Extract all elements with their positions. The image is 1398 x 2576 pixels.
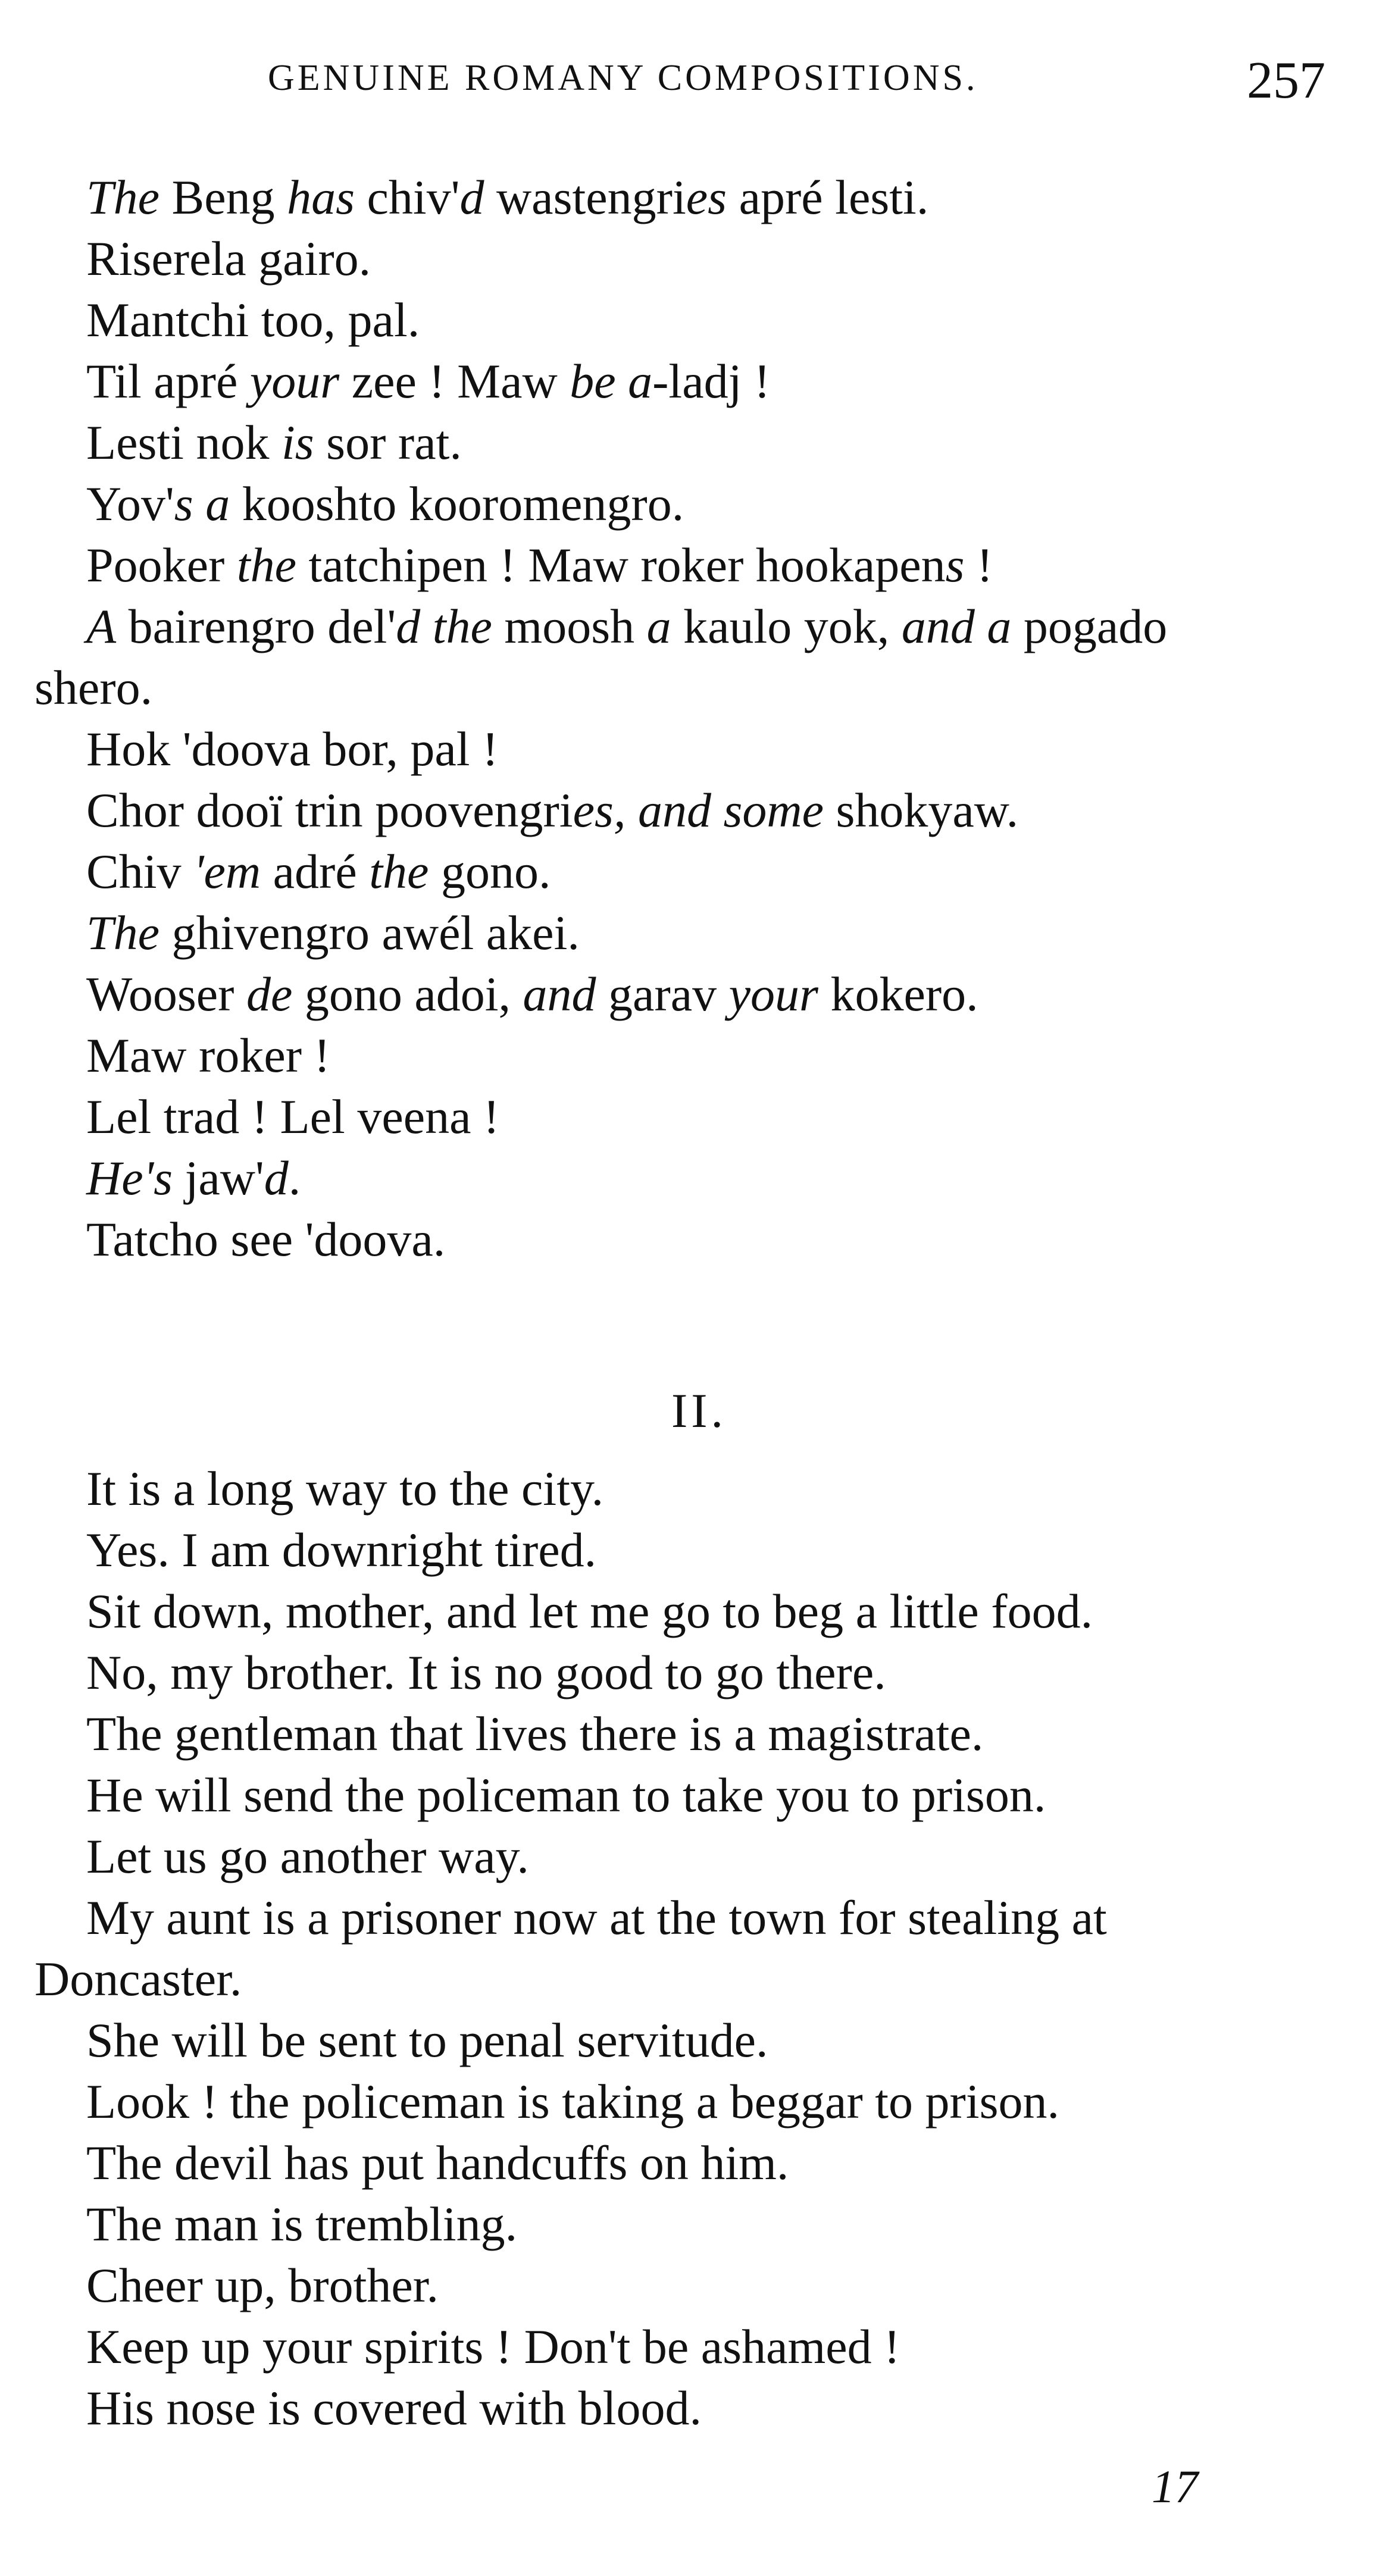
english-line-1 xyxy=(0,1458,1357,1519)
romany-line-12-segment: gono. xyxy=(429,844,551,899)
romany-line-6-segment: Yov' xyxy=(86,477,174,531)
romany-line-1-segment: d xyxy=(459,170,484,224)
romany-line-11-segment: Chor dooï trin poovengri xyxy=(86,783,573,837)
english-line-8 xyxy=(0,1887,1357,1948)
romany-line-4 xyxy=(0,350,1357,412)
romany-line-1-segment: The xyxy=(86,170,159,224)
romany-line-8-segment: d the xyxy=(396,599,492,653)
romany-line-5-segment: sor rat. xyxy=(314,415,462,469)
romany-line-15-segment: Maw roker ! xyxy=(86,1028,330,1082)
english-line-16-segment: His nose is covered with blood. xyxy=(86,2381,702,2435)
english-line-4 xyxy=(0,1642,1357,1703)
romany-line-4-segment: zee ! Maw xyxy=(339,354,570,408)
romany-line-3 xyxy=(0,289,1357,350)
romany-line-17-segment: jaw' xyxy=(173,1151,264,1205)
english-line-13-segment: The man is trembling. xyxy=(86,2197,518,2251)
romany-line-3-segment: Mantchi too, pal. xyxy=(86,293,420,347)
romany-line-8 xyxy=(0,596,1357,657)
romany-line-7-segment: ! xyxy=(964,538,993,592)
romany-line-14-segment: garav xyxy=(596,967,729,1021)
romany-line-17-segment: . xyxy=(288,1151,301,1205)
english-line-15 xyxy=(0,2316,1357,2377)
romany-line-8-segment: a xyxy=(646,599,671,653)
romany-line-18-segment: Tatcho see 'doova. xyxy=(86,1212,446,1266)
romany-line-9-segment: shero. xyxy=(35,661,153,715)
romany-line-12 xyxy=(0,841,1357,902)
romany-line-8-segment: pogado xyxy=(1011,599,1168,653)
english-line-9 xyxy=(0,1948,1357,2010)
romany-line-8-segment: and a xyxy=(901,599,1012,653)
romany-line-11 xyxy=(0,780,1357,841)
english-line-6-segment: He will send the policeman to take you to prison. xyxy=(86,1768,1046,1822)
romany-line-10-segment: Hok 'doova bor, pal ! xyxy=(86,722,499,776)
romany-line-5-segment: Lesti nok xyxy=(86,415,282,469)
romany-line-16 xyxy=(0,1086,1357,1147)
romany-line-4-segment: your xyxy=(249,354,340,408)
signature-mark: 17 xyxy=(1152,2461,1198,2512)
romany-line-12-segment: adré xyxy=(261,844,370,899)
romany-line-4-segment: Til apré xyxy=(86,354,250,408)
romany-line-1-segment: apré lesti. xyxy=(727,170,929,224)
english-line-15-segment: Keep up your spirits ! Don't be ashamed ! xyxy=(86,2320,900,2374)
english-line-12 xyxy=(0,2132,1357,2193)
romany-line-8-segment: bairengro del' xyxy=(116,599,396,653)
english-line-2-segment: Yes. I am downright tired. xyxy=(86,1523,597,1577)
english-line-7 xyxy=(0,1826,1357,1887)
romany-line-1-segment: Beng xyxy=(159,170,287,224)
romany-line-2 xyxy=(0,228,1357,289)
romany-line-14-segment: and xyxy=(523,967,596,1021)
romany-line-12-segment: the xyxy=(369,844,429,899)
english-line-6 xyxy=(0,1764,1357,1826)
english-line-14-segment: Cheer up, brother. xyxy=(86,2258,439,2312)
english-line-1-segment: It is a long way to the city. xyxy=(86,1461,604,1516)
romany-line-9 xyxy=(0,657,1357,718)
romany-line-11-segment: shokyaw. xyxy=(823,783,1019,837)
romany-line-6-segment: kooshto kooromengro. xyxy=(230,477,684,531)
romany-line-14-segment: your xyxy=(728,967,818,1021)
english-line-13 xyxy=(0,2193,1357,2255)
romany-line-12-segment: 'em xyxy=(193,844,261,899)
romany-line-1-segment: chiv' xyxy=(355,170,460,224)
romany-line-1-segment: wastengri xyxy=(484,170,686,224)
romany-line-6-segment: s a xyxy=(174,477,230,531)
english-line-3-segment: Sit down, mother, and let me go to beg a little food. xyxy=(86,1584,1093,1638)
english-line-10 xyxy=(0,2010,1357,2071)
english-line-16 xyxy=(0,2377,1357,2439)
romany-line-16-segment: Lel trad ! Lel veena ! xyxy=(86,1090,500,1144)
romany-line-12-segment: Chiv xyxy=(86,844,193,899)
english-line-2 xyxy=(0,1519,1357,1580)
romany-line-4-segment: -ladj ! xyxy=(652,354,771,408)
romany-line-7-segment: tatchipen ! Maw roker hookapen xyxy=(296,538,946,592)
romany-line-17-segment: He's xyxy=(86,1151,173,1205)
romany-line-18 xyxy=(0,1209,1357,1270)
romany-line-14-segment: de xyxy=(246,967,293,1021)
romany-line-13-segment: The xyxy=(86,906,159,960)
romany-line-14-segment: Wooser xyxy=(86,967,246,1021)
romany-line-15 xyxy=(0,1025,1357,1086)
romany-line-1-segment: has xyxy=(287,170,355,224)
english-translation-block xyxy=(0,1458,1357,2439)
english-line-9-segment: Doncaster. xyxy=(35,1952,242,2006)
romany-line-8-segment: A xyxy=(86,599,117,653)
romany-line-6 xyxy=(0,473,1357,534)
romany-line-1-segment: es xyxy=(686,170,727,224)
romany-line-4-segment: be a xyxy=(570,354,653,408)
english-line-11 xyxy=(0,2071,1357,2132)
romany-line-14 xyxy=(0,963,1357,1025)
romany-line-5 xyxy=(0,412,1357,473)
english-line-5 xyxy=(0,1703,1357,1764)
english-line-14 xyxy=(0,2255,1357,2316)
romany-text-block xyxy=(0,167,1357,1270)
english-line-11-segment: Look ! the policeman is taking a beggar to prison. xyxy=(86,2074,1060,2129)
romany-line-7-segment: s xyxy=(945,538,965,592)
romany-line-11-segment: es, and some xyxy=(573,783,824,837)
english-line-12-segment: The devil has put handcuffs on him. xyxy=(86,2136,789,2190)
romany-line-2-segment: Riserela gairo. xyxy=(86,231,371,286)
romany-line-13 xyxy=(0,902,1357,963)
english-line-7-segment: Let us go another way. xyxy=(86,1829,529,1883)
english-line-4-segment: No, my brother. It is no good to go there. xyxy=(86,1645,886,1699)
english-line-3 xyxy=(0,1580,1357,1642)
romany-line-8-segment: kaulo yok, xyxy=(671,599,902,653)
romany-line-14-segment: kokero. xyxy=(818,967,978,1021)
romany-line-5-segment: is xyxy=(281,415,314,469)
english-line-10-segment: She will be sent to penal servitude. xyxy=(86,2013,768,2067)
english-line-8-segment: My aunt is a prisoner now at the town for stealing at xyxy=(86,1890,1107,1945)
romany-line-7-segment: the xyxy=(236,538,296,592)
romany-line-13-segment: ghivengro awél akei. xyxy=(159,906,580,960)
romany-line-8-segment: moosh xyxy=(492,599,647,653)
romany-line-1 xyxy=(0,167,1357,228)
english-line-5-segment: The gentleman that lives there is a magistrate. xyxy=(86,1707,984,1761)
romany-line-7 xyxy=(0,534,1357,596)
page-number: 257 xyxy=(1247,52,1325,109)
running-header-title: GENUINE ROMANY COMPOSITIONS. xyxy=(268,58,978,98)
romany-line-14-segment: gono adoi, xyxy=(292,967,523,1021)
section-heading: II. xyxy=(671,1384,727,1438)
romany-line-10 xyxy=(0,718,1357,780)
romany-line-7-segment: Pooker xyxy=(86,538,237,592)
romany-line-17-segment: d xyxy=(264,1151,289,1205)
romany-line-17 xyxy=(0,1147,1357,1209)
